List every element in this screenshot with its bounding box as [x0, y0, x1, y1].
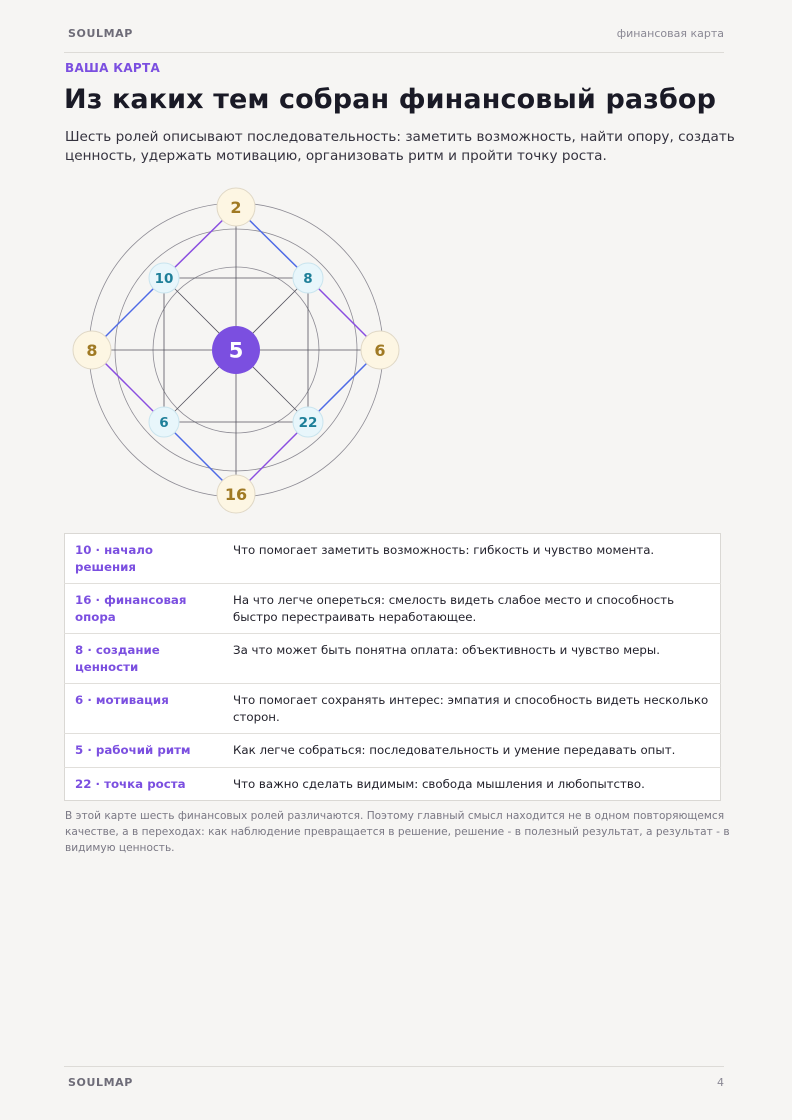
header-brand: SOULMAP: [68, 27, 133, 40]
node-inner-top-left-label: 10: [154, 271, 174, 287]
roles-diagram: [60, 180, 410, 520]
role-description: Как легче собраться: последовательность и умение передавать опыт.: [223, 734, 721, 768]
header-divider: [64, 52, 724, 53]
table-row: [65, 534, 721, 584]
node-inner-top-left: [149, 263, 179, 293]
role-name: 8 · создание ценности: [65, 634, 224, 684]
node-inner-bottom-left: [149, 407, 179, 437]
lead-paragraph: Шесть ролей описывают последовательность: заметить возможность, найти опору, создать ценность, удержать мотивацию, организовать ритм и пройти точку роста.: [65, 129, 735, 164]
footer-divider: [64, 1066, 724, 1067]
node-outer-bottom: [217, 475, 255, 513]
node-outer-left: [73, 331, 111, 369]
node-inner-top-right: [293, 263, 323, 293]
node-inner-top-right-label: 8: [303, 271, 313, 287]
node-outer-top: [217, 188, 255, 226]
node-center: [212, 326, 260, 374]
role-description: На что легче опереться: смелость видеть слабое место и способность быстро перестраивать неработающее.: [223, 584, 721, 634]
section-kicker: ВАША КАРТА: [65, 61, 161, 75]
table-row: [65, 734, 721, 768]
node-outer-right-label: 6: [374, 341, 386, 360]
role-name: 16 · финансовая опора: [65, 584, 224, 634]
page-number: 4: [717, 1076, 724, 1089]
page-title: Из каких тем собран финансовый разбор: [64, 84, 717, 115]
node-outer-left-label: 8: [86, 341, 98, 360]
role-description: Что помогает заметить возможность: гибкость и чувство момента.: [233, 543, 655, 557]
role-description: Что важно сделать видимым: свобода мышления и любопытство.: [223, 767, 721, 801]
node-outer-top-label: 2: [230, 198, 242, 217]
footnote: В этой карте шесть финансовых ролей различаются. Поэтому главный смысл находится не в одном повторяющемся качестве, а в переходах: как наблюдение превращается в решение, решение - в полезный результат, а результат - в видимую ценность.: [65, 810, 730, 854]
role-name: 5 · рабочий ритм: [65, 734, 224, 768]
node-inner-bottom-right: [293, 407, 323, 437]
roles-table: [64, 533, 721, 801]
table-row: [65, 584, 721, 634]
role-description: За что может быть понятна оплата: объективность и чувство меры.: [223, 634, 721, 684]
node-outer-right: [361, 331, 399, 369]
node-inner-bottom-right-label: 22: [298, 415, 318, 431]
node-center-label: 5: [228, 338, 244, 363]
role-description: Что помогает сохранять интерес: эмпатия и способность видеть несколько сторон.: [223, 684, 721, 734]
node-inner-bottom-left-label: 6: [159, 415, 169, 431]
table-row: [65, 767, 721, 801]
table-row: [65, 634, 721, 684]
role-name: 6 · мотивация: [65, 684, 224, 734]
header-doc-label: финансовая карта: [616, 27, 724, 40]
node-outer-bottom-label: 16: [224, 485, 248, 504]
footer-brand: SOULMAP: [68, 1076, 133, 1089]
role-name: 22 · точка роста: [65, 767, 224, 801]
table-row: [65, 684, 721, 734]
role-name: 10 · начало решения: [75, 543, 154, 574]
